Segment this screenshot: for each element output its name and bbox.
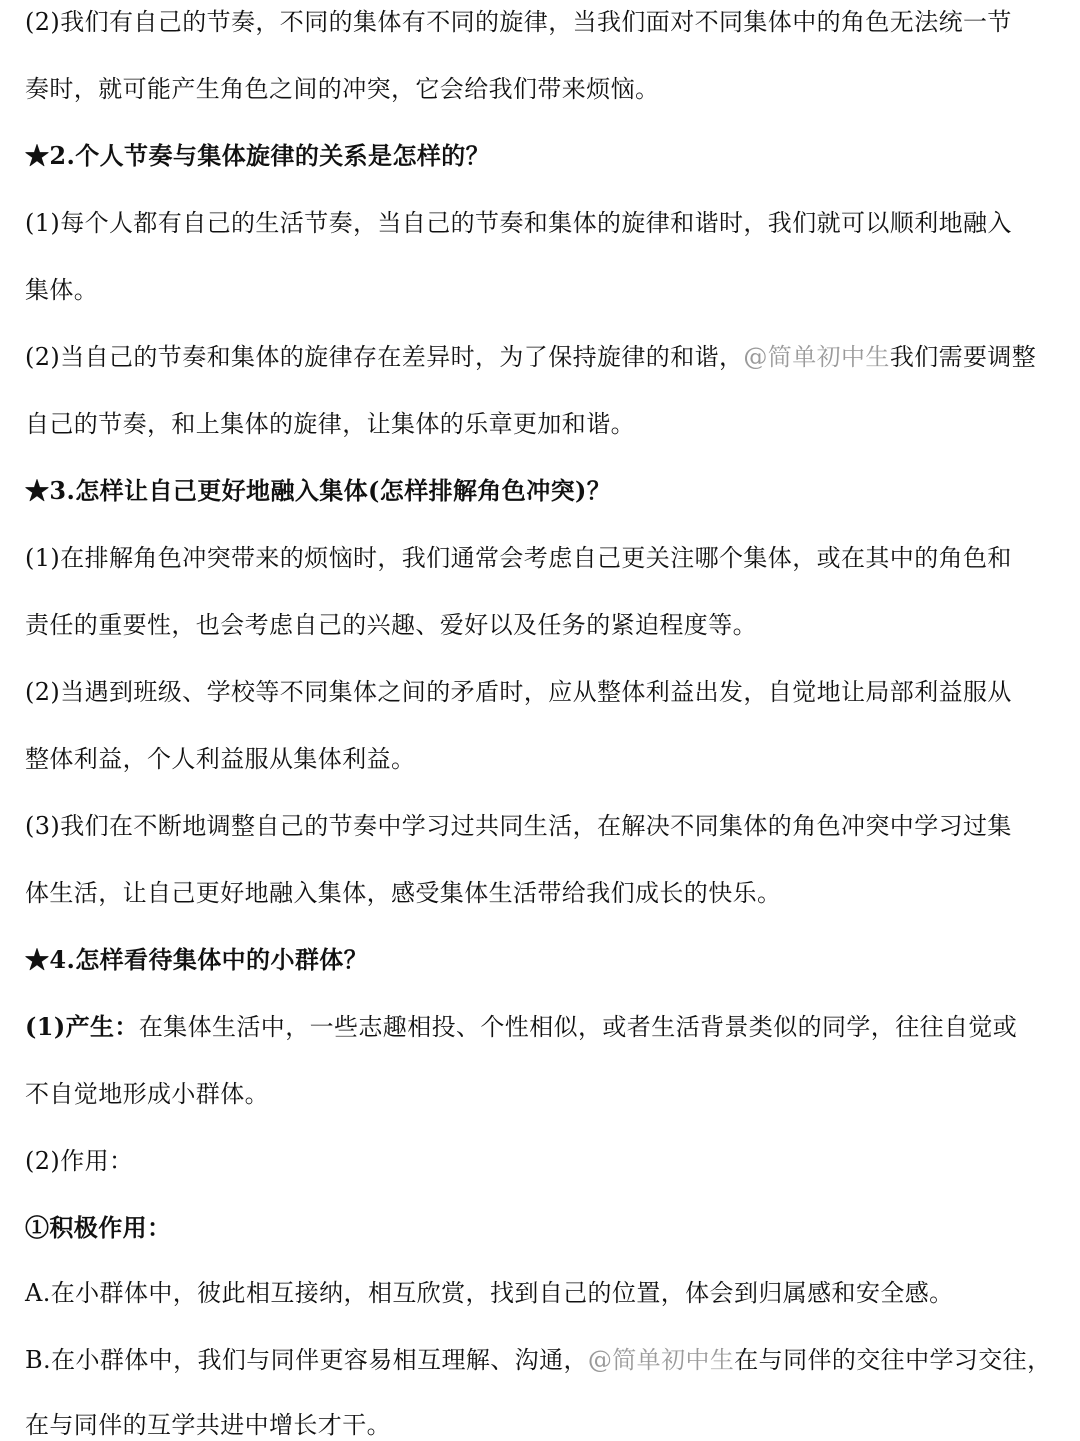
text-segment: B.在小群体中，我们与同伴更容易相互理解、沟通， bbox=[25, 1346, 588, 1374]
paragraph-line: A.在小群体中，彼此相互接纳，相互欣赏，找到自己的位置，体会到归属感和安全感。 bbox=[25, 1279, 954, 1307]
section-heading-4: ★4.怎样看待集体中的小群体？ bbox=[25, 945, 369, 974]
paragraph-line: (2)当遇到班级、学校等不同集体之间的矛盾时，应从整体利益出发，自觉地让局部利益服从 bbox=[25, 678, 1012, 706]
text-segment: (2)当自己的节奏和集体的旋律存在差异时，为了保持旋律的和谐， bbox=[25, 343, 744, 371]
paragraph-line: 不自觉地形成小群体。 bbox=[25, 1080, 269, 1108]
paragraph-line bbox=[25, 342, 1036, 372]
watermark-text: @简单初中生 bbox=[743, 343, 890, 371]
paragraph-line bbox=[25, 1012, 1017, 1042]
paragraph-line: (1)每个人都有自己的生活节奏，当自己的节奏和集体的旋律和谐时，我们就可以顺利地融入 bbox=[25, 209, 1012, 237]
watermark-text: @简单初中生 bbox=[587, 1346, 735, 1374]
corner-watermark-logo bbox=[0, 1412, 150, 1440]
paragraph-line: 集体。 bbox=[25, 276, 99, 304]
paragraph-line: 体生活，让自己更好地融入集体，感受集体生活带给我们成长的快乐。 bbox=[25, 879, 782, 907]
text-segment: 我们需要调整 bbox=[889, 343, 1037, 371]
subheading-positive: ①积极作用： bbox=[25, 1213, 172, 1242]
paragraph-line: (2)作用： bbox=[25, 1147, 134, 1175]
paragraph-line: (3)我们在不断地调整自己的节奏中学习过共同生活，在解决不同集体的角色冲突中学习过集 bbox=[25, 812, 1012, 840]
section-heading-2: ★2.个人节奏与集体旋律的关系是怎样的？ bbox=[25, 141, 491, 170]
paragraph-line: 整体利益，个人利益服从集体利益。 bbox=[25, 745, 416, 773]
paragraph-line bbox=[25, 1345, 1051, 1375]
paragraph-line: (1)在排解角色冲突带来的烦恼时，我们通常会考虑自己更关注哪个集体，或在其中的角色和 bbox=[25, 544, 1012, 572]
term-label: (1)产生： bbox=[25, 1012, 139, 1041]
text-segment: 在与同伴的交往中学习交往， bbox=[734, 1346, 1052, 1374]
paragraph-line: 奏时，就可能产生角色之间的冲突，它会给我们带来烦恼。 bbox=[25, 75, 660, 103]
text-segment: 在集体生活中，一些志趣相投、个性相似，或者生活背景类似的同学，往往自觉或 bbox=[138, 1013, 1018, 1041]
paragraph-line: 在与同伴的互学共进中增长才干。 bbox=[25, 1411, 391, 1439]
section-heading-3: ★3.怎样让自己更好地融入集体(怎样排解角色冲突)？ bbox=[25, 476, 612, 505]
paragraph-line: (2)我们有自己的节奏，不同的集体有不同的旋律，当我们面对不同集体中的角色无法统一节 bbox=[25, 8, 1012, 36]
paragraph-line: 责任的重要性，也会考虑自己的兴趣、爱好以及任务的紧迫程度等。 bbox=[25, 611, 757, 639]
paragraph-line: 自己的节奏，和上集体的旋律，让集体的乐章更加和谐。 bbox=[25, 410, 635, 438]
